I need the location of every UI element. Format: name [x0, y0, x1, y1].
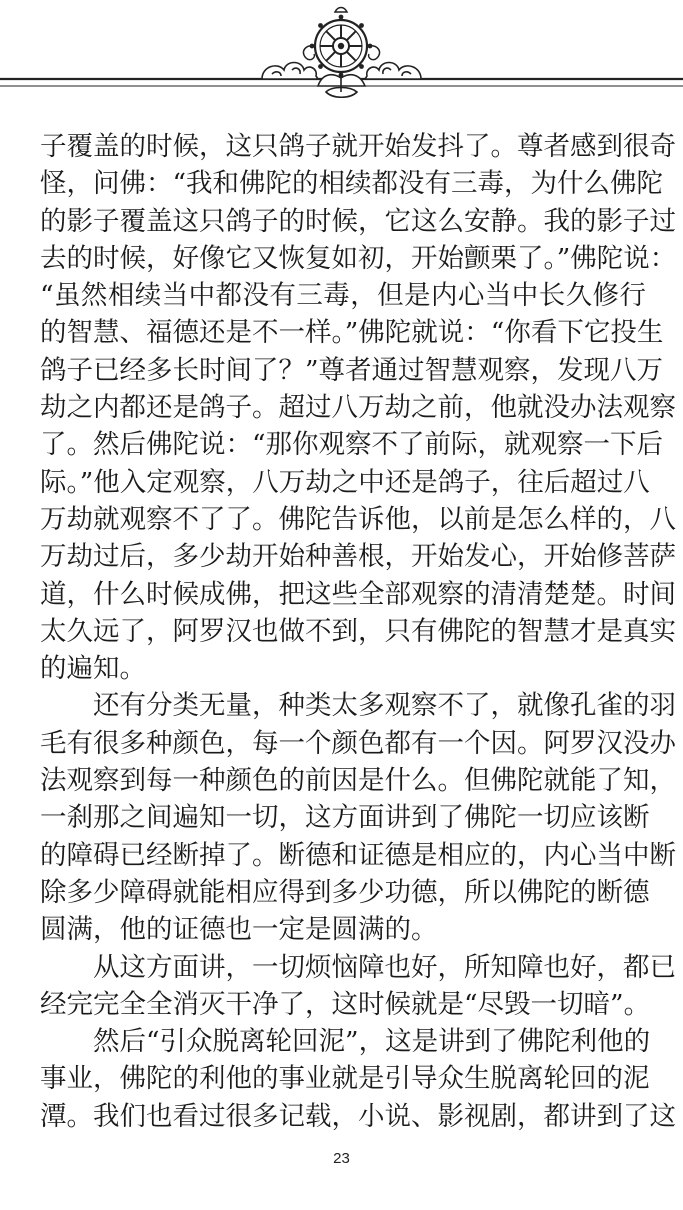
text-line: 劫之内都还是鸽子。超过八万劫之前，他就没办法观察	[40, 392, 676, 424]
text-line: 的影子覆盖这只鸽子的时候，它这么安静。我的影子过	[40, 205, 676, 237]
text-line: 了。然后佛陀说：“那你观察不了前际，就观察一下后	[40, 429, 664, 461]
text-line: 万劫就观察不了了。佛陀告诉他，以前是怎么样的，八	[40, 503, 676, 535]
text-line: 万劫过后，多少劫开始种善根，开始发心，开始修菩萨	[40, 541, 676, 573]
text-line: “虽然相续当中都没有三毒，但是内心当中长久修行	[40, 280, 646, 312]
text-line: 道，什么时候成佛，把这些全部观察的清清楚楚。时间	[40, 578, 676, 610]
text-line: 的遍知。	[40, 653, 146, 685]
dharma-wheel-icon	[0, 0, 683, 110]
text-line: 太久远了，阿罗汉也做不到，只有佛陀的智慧才是真实	[40, 615, 676, 647]
text-line: 去的时候，好像它又恢复如初，开始颤栗了。”佛陀说：	[40, 242, 677, 274]
body-text	[40, 128, 677, 1135]
page-header-ornament	[0, 0, 683, 110]
paragraph-first-line: 从这方面讲，一切烦恼障也好，所知障也好，都已	[93, 951, 676, 983]
paragraph-first-line: 然后“引众脱离轮回泥”，这是讲到了佛陀利他的	[93, 1026, 651, 1058]
text-line: 的智慧、福德还是不一样。”佛陀就说：“你看下它投生	[40, 317, 664, 349]
text-line: 潭。我们也看过很多记载，小说、影视剧，都讲到了这	[40, 1100, 676, 1132]
text-line: 圆满，他的证德也一定是圆满的。	[40, 914, 438, 946]
text-line: 怪，问佛：“我和佛陀的相续都没有三毒，为什么佛陀	[40, 168, 664, 200]
text-line: 毛有很多种颜色，每一个颜色都有一个因。阿罗汉没办	[40, 727, 676, 759]
text-line: 事业，佛陀的利他的事业就是引导众生脱离轮回的泥	[40, 1063, 650, 1095]
text-line: 一刹那之间遍知一切，这方面讲到了佛陀一切应该断	[40, 802, 650, 834]
text-line: 法观察到每一种颜色的前因是什么。但佛陀就能了知，	[40, 765, 676, 797]
text-line: 除多少障碍就能相应得到多少功德，所以佛陀的断德	[40, 876, 650, 908]
text-line: 子覆盖的时候，这只鸽子就开始发抖了。尊者感到很奇	[40, 131, 676, 162]
paragraph-first-line: 还有分类无量，种类太多观察不了，就像孔雀的羽	[93, 690, 676, 722]
text-line: 经完完全全消灭干净了，这时候就是“尽毁一切暗”。	[40, 988, 651, 1020]
text-line: 际。”他入定观察，八万劫之中还是鸽子，往后超过八	[40, 466, 650, 498]
page-number: 23	[333, 1150, 350, 1167]
text-line: 的障碍已经断掉了。断德和证德是相应的，内心当中断	[40, 839, 676, 871]
text-line: 鸽子已经多长时间了？”尊者通过智慧观察，发现八万	[40, 354, 664, 386]
